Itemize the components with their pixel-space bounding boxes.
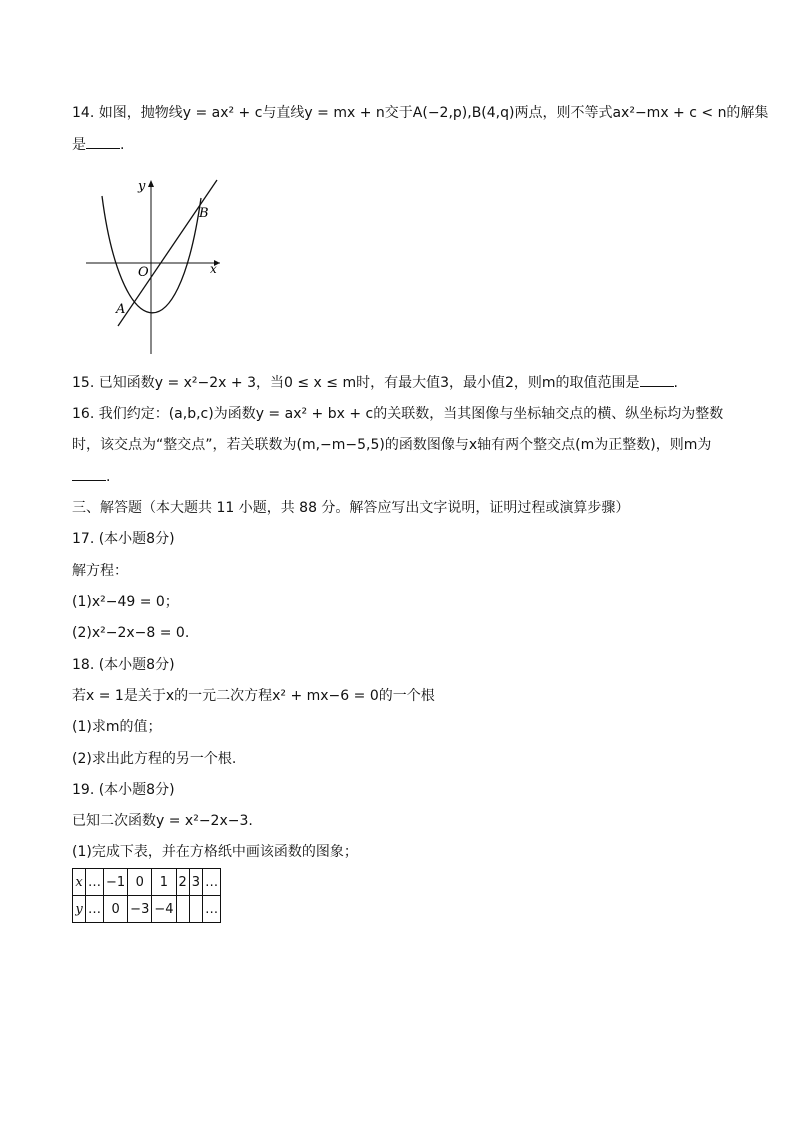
q14-line2-prefix: 是	[72, 137, 86, 153]
table-cell: −4	[152, 896, 176, 923]
y-axis-label: y	[138, 179, 146, 194]
q18-part2: (2)求出此方程的另一个根.	[72, 751, 237, 767]
x-axis-label: x	[210, 262, 217, 276]
q17-header: 17. (本小题8分)	[72, 531, 175, 547]
q16-line2: 时，该交点为“整交点”，若关联数为(m,−m−5,5)的函数图像与x轴有两个整交点(m为正整数)，则m为	[72, 437, 712, 453]
q15-text: 15. 已知函数y = x²−2x + 3，当0 ≤ x ≤ m时，有最大值3，最小值2，则m的取值范围是	[72, 375, 640, 391]
table-cell: −3	[128, 896, 152, 923]
q19-part1: (1)完成下表，并在方格纸中画该函数的图象；	[72, 844, 358, 860]
point-b-label: B	[199, 206, 209, 221]
table-row-y	[73, 896, 221, 923]
q18-header: 18. (本小题8分)	[72, 657, 175, 673]
table-cell: y	[73, 896, 86, 923]
table-cell: …	[86, 896, 104, 923]
table-cell: …	[203, 896, 221, 923]
q18-intro: 若x = 1是关于x的一元二次方程x² + mx−6 = 0的一个根	[72, 688, 435, 704]
table-cell: −1	[104, 869, 128, 896]
q16-line1: 16. 我们约定：(a,b,c)为函数y = ax² + bx + c的关联数，当其图像与坐标轴交点的横、纵坐标均为整数	[72, 406, 724, 422]
table-row-x	[73, 869, 221, 896]
q17-intro: 解方程：	[72, 563, 128, 579]
section3-heading: 三、解答题（本大题共 11 小题，共 88 分。解答应写出文字说明，证明过程或演算步骤）	[72, 500, 630, 516]
q15-line	[72, 372, 678, 393]
q19-intro: 已知二次函数y = x²−2x−3.	[72, 813, 253, 829]
q14-line1: 14. 如图，抛物线y = ax² + c与直线y = mx + n交于A(−2,p),B(4,q)两点，则不等式ax²−mx + c < n的解集	[72, 105, 769, 121]
q15-answer-blank	[640, 372, 674, 387]
table-cell: 2	[176, 869, 189, 896]
table-cell: 0	[104, 896, 128, 923]
q15-suffix: .	[673, 375, 678, 391]
q16-line3	[72, 466, 110, 487]
parabola-line-figure	[82, 176, 222, 358]
q18-part1: (1)求m的值；	[72, 719, 162, 735]
table-cell: 3	[189, 869, 202, 896]
point-a-label: A	[116, 302, 126, 317]
q17-part1: (1)x²−49 = 0；	[72, 594, 179, 610]
table-cell: 1	[152, 869, 176, 896]
y-axis-arrow	[148, 180, 154, 187]
table-cell	[176, 896, 189, 923]
q14-line2-suffix: .	[120, 137, 125, 153]
table-cell: …	[203, 869, 221, 896]
table-cell: x	[73, 869, 86, 896]
q16-line3-suffix: .	[106, 469, 111, 485]
origin-label: O	[138, 265, 149, 280]
q17-part2: (2)x²−2x−8 = 0.	[72, 625, 190, 641]
table-cell	[189, 896, 202, 923]
q16-answer-blank	[72, 466, 106, 481]
q14-answer-blank	[86, 134, 120, 149]
q19-header: 19. (本小题8分)	[72, 782, 175, 798]
table-cell: …	[86, 869, 104, 896]
q14-line2	[72, 134, 124, 155]
table-cell: 0	[128, 869, 152, 896]
value-table	[72, 868, 221, 923]
